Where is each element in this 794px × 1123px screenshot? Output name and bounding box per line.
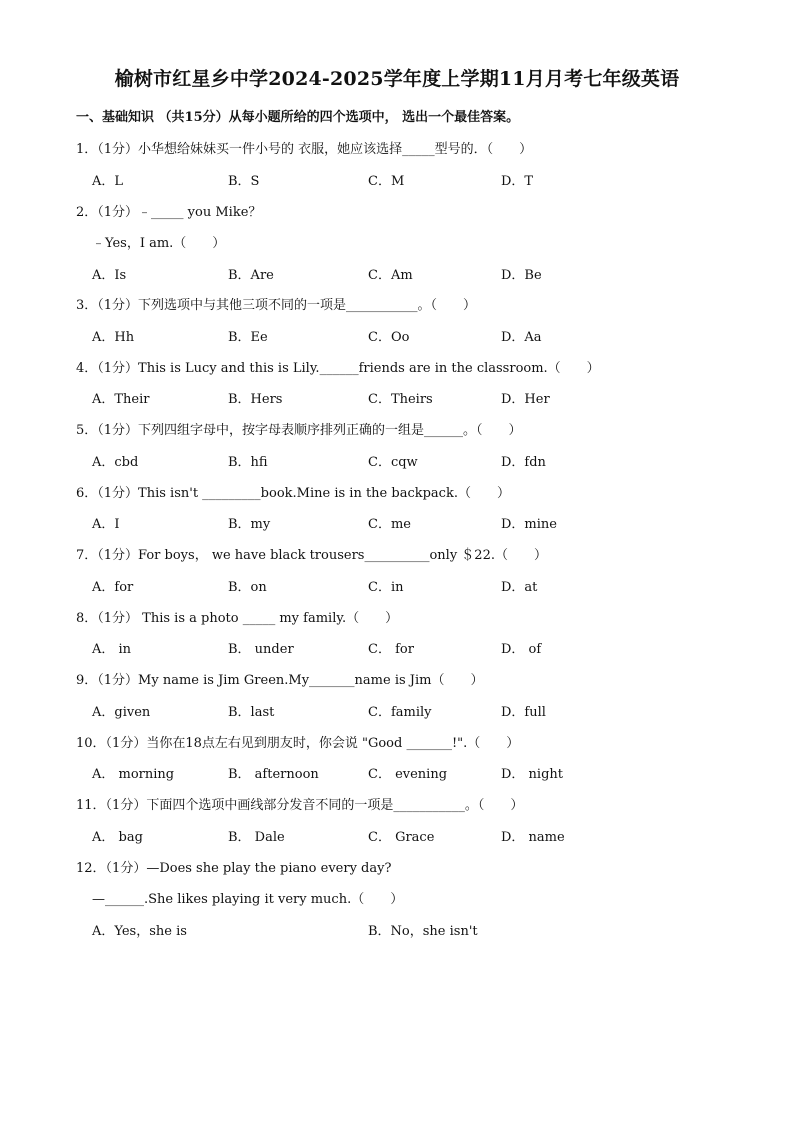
- question-2-sub: ﹣Yes，I am.（ ）: [92, 236, 226, 251]
- question-11-stem: 11．（1分）下面四个选项中画线部分发音不同的一项是___________。（ ）: [76, 798, 524, 813]
- q4-option-d[interactable]: D．Her: [501, 392, 550, 407]
- q12-option-b[interactable]: B．No，she isn't: [368, 924, 478, 939]
- q3-option-d[interactable]: D．Aa: [501, 330, 542, 345]
- q6-option-b[interactable]: B．my: [228, 517, 271, 532]
- q5-option-a[interactable]: A．cbd: [92, 455, 139, 470]
- q8-option-b[interactable]: B． under: [228, 642, 294, 657]
- section-heading: 一、基础知识 （共15分）从每小题所给的四个选项中， 选出一个最佳答案。: [76, 110, 520, 125]
- q9-option-d[interactable]: D．full: [501, 705, 546, 720]
- q7-option-c[interactable]: C．in: [368, 580, 404, 595]
- q5-option-d[interactable]: D．fdn: [501, 455, 546, 470]
- question-5-stem: 5．（1分）下列四组字母中，按字母表顺序排列正确的一组是______。（ ）: [76, 423, 522, 438]
- question-1-stem: 1．（1分）小华想给妹妹买一件小号的 衣服，她应该选择_____型号的．（ ）: [76, 142, 533, 157]
- q11-option-b[interactable]: B． Dale: [228, 830, 285, 845]
- q7-option-b[interactable]: B．on: [228, 580, 267, 595]
- q8-option-d[interactable]: D． of: [501, 642, 542, 657]
- question-4-stem: 4．（1分）This is Lucy and this is Lily.______friends are in the classroom.（ ）: [76, 361, 600, 376]
- q4-option-c[interactable]: C．Theirs: [368, 392, 433, 407]
- q1-option-d[interactable]: D．T: [501, 174, 534, 189]
- q11-option-a[interactable]: A． bag: [92, 830, 143, 845]
- question-2-stem: 2．（1分）﹣_____ you Mike？: [76, 205, 262, 220]
- q6-option-a[interactable]: A．I: [92, 517, 120, 532]
- q1-option-a[interactable]: A．L: [92, 174, 124, 189]
- question-7-stem: 7．（1分）For boys， we have black trousers__________only ＄22.（ ）: [76, 548, 547, 563]
- q2-option-a[interactable]: A．Is: [92, 268, 127, 283]
- q4-option-a[interactable]: A．Their: [92, 392, 150, 407]
- q6-option-d[interactable]: D．mine: [501, 517, 557, 532]
- q4-option-b[interactable]: B．Hers: [228, 392, 283, 407]
- question-12-stem: 12．（1分）—Does she play the piano every day?: [76, 861, 392, 876]
- question-10-stem: 10．（1分）当你在18点左右见到朋友时，你会说 "Good _______!".（ ）: [76, 736, 520, 751]
- q12-option-a[interactable]: A．Yes，she is: [92, 924, 187, 939]
- q9-option-a[interactable]: A．given: [92, 705, 151, 720]
- q2-option-b[interactable]: B．Are: [228, 268, 274, 283]
- q11-option-c[interactable]: C． Grace: [368, 830, 435, 845]
- question-6-stem: 6．（1分）This isn't _________book.Mine is in the backpack.（ ）: [76, 486, 510, 501]
- q3-option-c[interactable]: C．Oo: [368, 330, 410, 345]
- question-12-sub: —______.She likes playing it very much.（ ）: [92, 892, 404, 907]
- q11-option-d[interactable]: D． name: [501, 830, 565, 845]
- question-8-stem: 8．（1分） This is a photo _____ my family.（ ）: [76, 611, 399, 626]
- q3-option-a[interactable]: A．Hh: [92, 330, 135, 345]
- q8-option-a[interactable]: A． in: [92, 642, 132, 657]
- exam-title: 榆树市红星乡中学2024-2025学年度上学期11月月考七年级英语: [114, 68, 680, 90]
- q2-option-d[interactable]: D．Be: [501, 268, 542, 283]
- q8-option-c[interactable]: C． for: [368, 642, 414, 657]
- q10-option-a[interactable]: A． morning: [92, 767, 175, 782]
- q7-option-a[interactable]: A．for: [92, 580, 134, 595]
- q5-option-b[interactable]: B．hfi: [228, 455, 268, 470]
- q7-option-d[interactable]: D．at: [501, 580, 538, 595]
- q2-option-c[interactable]: C．Am: [368, 268, 413, 283]
- q10-option-c[interactable]: C． evening: [368, 767, 448, 782]
- question-3-stem: 3．（1分）下列选项中与其他三项不同的一项是___________。（ ）: [76, 298, 477, 313]
- q3-option-b[interactable]: B．Ee: [228, 330, 268, 345]
- q9-option-c[interactable]: C．family: [368, 705, 432, 720]
- q10-option-b[interactable]: B． afternoon: [228, 767, 319, 782]
- q9-option-b[interactable]: B．last: [228, 705, 275, 720]
- question-9-stem: 9．（1分）My name is Jim Green.My_______name is Jim（ ）: [76, 673, 484, 688]
- q1-option-c[interactable]: C．M: [368, 174, 405, 189]
- q5-option-c[interactable]: C．cqw: [368, 455, 418, 470]
- q1-option-b[interactable]: B．S: [228, 174, 260, 189]
- q6-option-c[interactable]: C．me: [368, 517, 411, 532]
- q10-option-d[interactable]: D． night: [501, 767, 564, 782]
